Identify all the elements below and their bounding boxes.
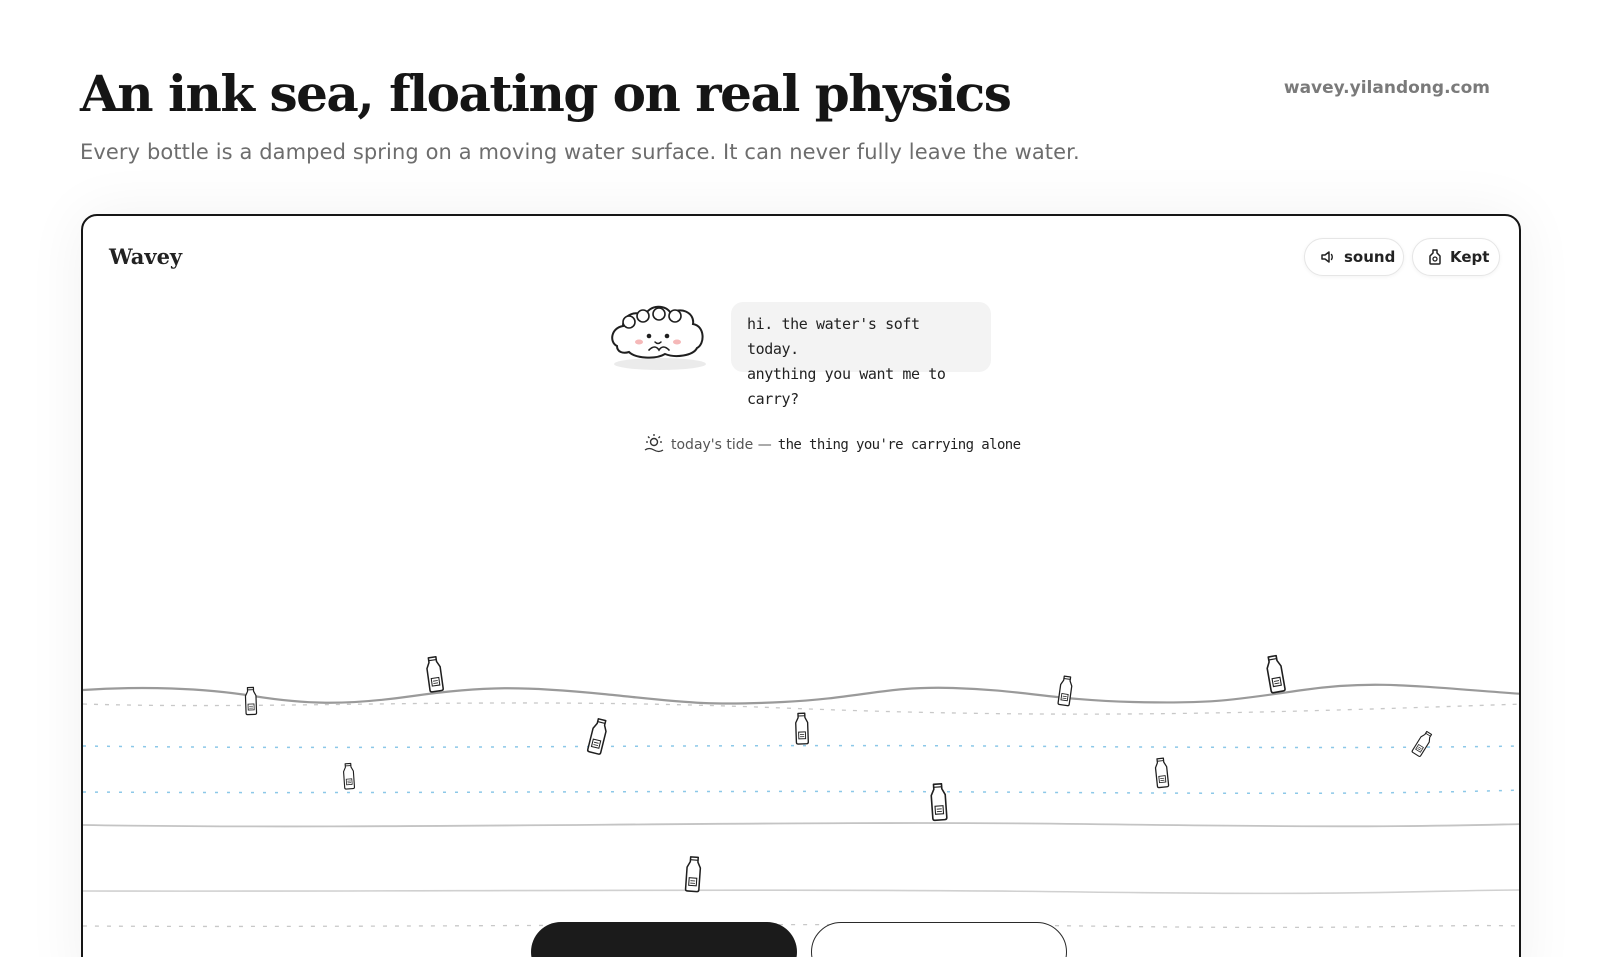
bottle (1155, 758, 1169, 788)
water-surface-line (83, 685, 1521, 704)
bottle (343, 763, 355, 789)
dotted-line-1 (83, 703, 1521, 714)
brand-logo: Wavey (109, 244, 183, 269)
bottle (587, 718, 608, 754)
speaker-icon (1320, 250, 1336, 264)
site-link[interactable]: wavey.yilandong.com (1283, 78, 1490, 98)
sun-icon (643, 433, 665, 457)
primary-action-button[interactable] (531, 922, 797, 957)
water-line-2 (83, 823, 1521, 826)
bottle (930, 784, 946, 821)
bottle (795, 713, 808, 744)
tide-label: today's tide — (671, 437, 772, 453)
water-line-3 (83, 890, 1521, 893)
secondary-action-button[interactable] (811, 922, 1067, 957)
app-window (81, 214, 1521, 957)
bubble-line: anything you want me to carry? (747, 365, 946, 408)
bottle (1265, 655, 1285, 693)
dotted-line-2 (83, 925, 1521, 928)
cloud-mascot[interactable] (605, 294, 715, 374)
todays-tide (643, 433, 1020, 457)
sound-toggle[interactable] (1304, 238, 1404, 276)
kept-label: Kept (1450, 248, 1490, 266)
dotted-line-blue-2 (83, 790, 1521, 793)
tide-value: the thing you're carrying alone (777, 437, 1021, 453)
bottle (1058, 676, 1073, 706)
speech-bubble (731, 302, 991, 408)
page-title: An ink sea, floating on real physics (80, 64, 1011, 123)
bottle-icon (1428, 249, 1442, 265)
bubble-line: hi. the water's soft today. (747, 315, 920, 358)
bottle (426, 656, 444, 692)
kept-button[interactable] (1412, 238, 1500, 276)
bottle (245, 687, 256, 714)
bottle (1412, 730, 1434, 757)
sound-label: sound (1344, 248, 1396, 266)
dotted-line-blue-1 (83, 746, 1521, 748)
page-subtitle: Every bottle is a damped spring on a moving water surface. It can never fully leave the water. (80, 140, 1080, 164)
bottle (685, 857, 701, 892)
